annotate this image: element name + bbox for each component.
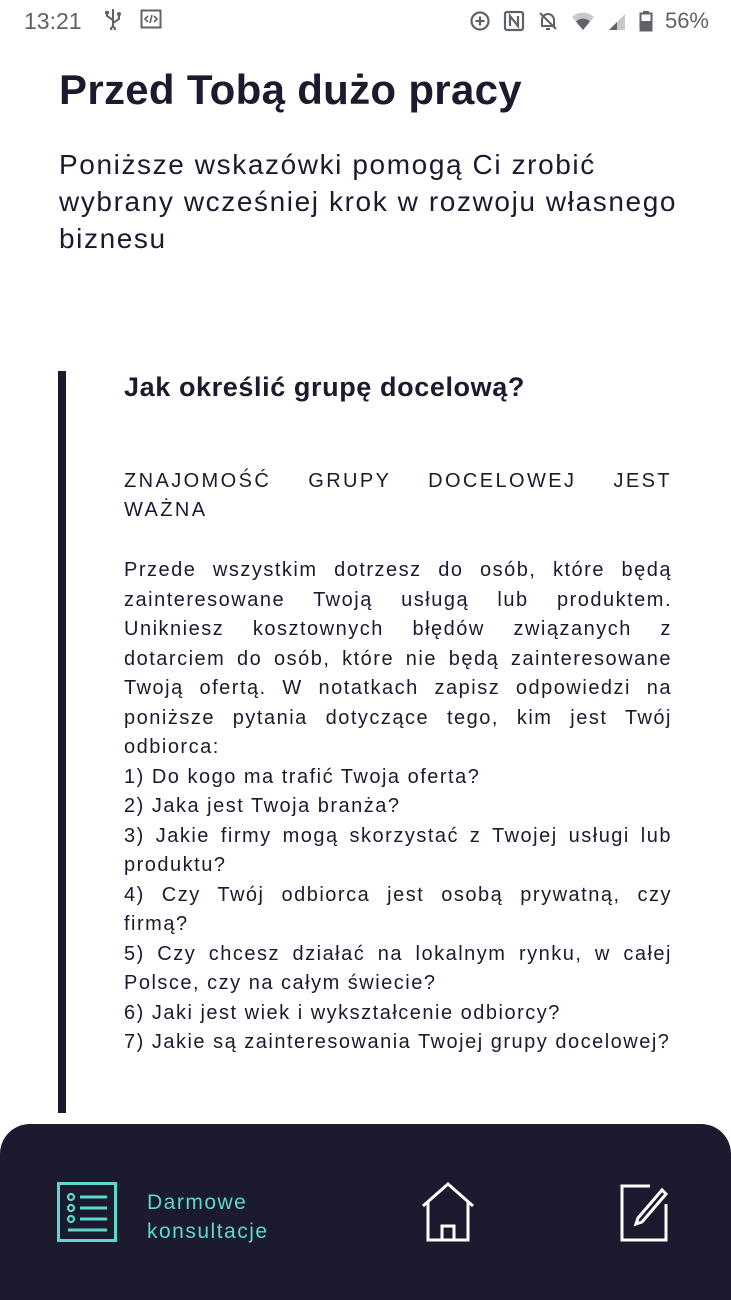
nav-consult-label: Darmowe konsultacje xyxy=(147,1191,269,1243)
page-title: Przed Tobą dużo pracy xyxy=(59,66,522,113)
tip-question: 5) Czy chcesz działać na lokalnym rynku, w całej Polsce, czy na całym świecie? xyxy=(124,942,672,994)
battery-icon xyxy=(639,10,653,32)
nav-home[interactable] xyxy=(420,1182,476,1247)
tip-intro: Przede wszystkim dotrzesz do osób, które będą zainteresowane Twoją usługą lub produktem. Unikniesz kosztownych błędów związanych z dotarciem do osób, które nie będą zainteresowane Twoją ofertą. W notatkach zapisz odpowiedzi na poniższe pytania dotyczące tego, kim jest Twój odbiorca: xyxy=(124,559,672,758)
tip-question: 3) Jakie firmy mogą skorzystać z Twojej usługi lub produktu? xyxy=(124,824,672,876)
tip-question: 2) Jaka jest Twoja branża? xyxy=(124,795,401,817)
tip-accent-bar xyxy=(58,371,66,1113)
usb-icon xyxy=(104,8,122,35)
tip-body xyxy=(124,556,672,1058)
page-subtitle: Poniższe wskazówki pomogą Ci zrobić wybrany wcześniej krok w rozwoju własnego biznesu xyxy=(59,149,678,254)
developer-mode-icon xyxy=(140,9,162,34)
bottom-nav xyxy=(0,1124,731,1300)
checklist-icon xyxy=(57,1182,117,1247)
tip-question: 1) Do kogo ma trafić Twoja oferta? xyxy=(124,765,481,788)
status-bar xyxy=(0,0,731,42)
tip-heading: Jak określić grupę docelową? xyxy=(124,372,525,402)
status-time: 13:21 xyxy=(24,7,82,34)
data-saver-icon xyxy=(469,10,491,32)
cell-signal-icon xyxy=(607,10,627,32)
home-icon xyxy=(420,1229,476,1246)
tip-question: 4) Czy Twój odbiorca jest osobą prywatną, czy firmą? xyxy=(124,883,672,935)
edit-note-icon xyxy=(620,1229,668,1246)
battery-percent: 56% xyxy=(664,8,709,33)
wifi-icon xyxy=(571,10,595,32)
tip-question: 6) Jaki jest wiek i wykształcenie odbiorcy? xyxy=(124,1001,561,1024)
nfc-icon xyxy=(503,10,525,32)
tip-section-title: ZNAJOMOŚĆ GRUPY DOCELOWEJ JEST WAŻNA xyxy=(124,470,672,521)
tip-question: 7) Jakie są zainteresowania Twojej grupy docelowej? xyxy=(124,1031,671,1053)
notifications-off-icon xyxy=(537,10,559,32)
nav-notes[interactable] xyxy=(620,1184,668,1247)
nav-free-consultations[interactable] xyxy=(57,1182,269,1247)
